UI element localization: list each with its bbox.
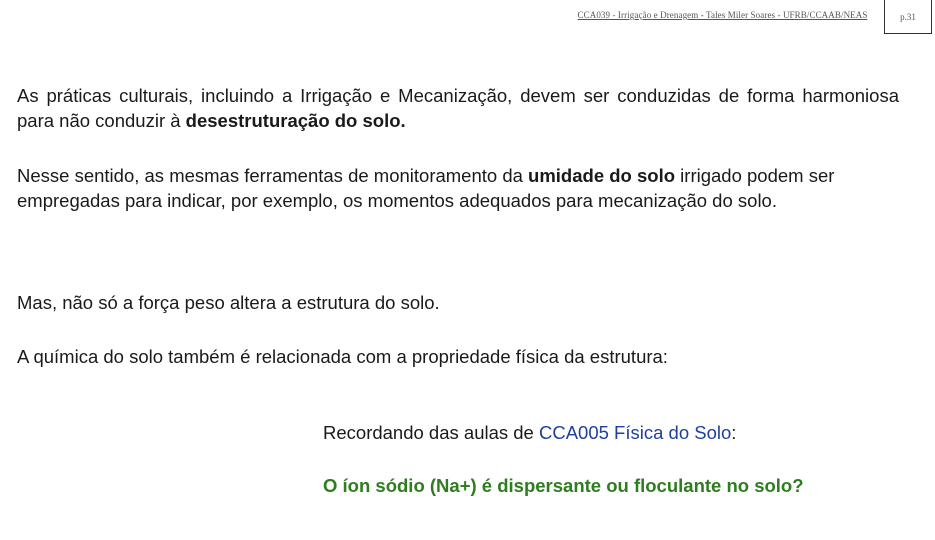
paragraph-recall — [323, 420, 883, 445]
page-number: p.31 — [884, 0, 932, 34]
sodium-question: O íon sódio (Na+) é dispersante ou floculante no solo? — [323, 475, 804, 496]
paragraph-monitoring — [17, 163, 899, 213]
paragraph-recall-colon: : — [731, 422, 737, 443]
paragraph-recall-text: Recordando das aulas de — [323, 422, 539, 443]
paragraph-monitoring-text-end: irrigado podem ser empregadas para indicar, por exemplo, os momentos adequados para mecanização do solo. — [17, 165, 835, 211]
paragraph-practices-emphasis: desestruturação do solo. — [185, 110, 406, 131]
slide-header: CCA039 - Irrigação e Drenagem - Tales Miler Soares - UFRB/CCAAB/NEAS — [577, 10, 868, 20]
course-reference: CCA005 Física do Solo — [538, 422, 732, 443]
paragraph-weight-force: Mas, não só a força peso altera a estrutura do solo. — [17, 292, 440, 313]
paragraph-monitoring-emphasis: umidade do solo — [528, 165, 676, 186]
paragraph-monitoring-text-start: Nesse sentido, as mesmas ferramentas de monitoramento da — [17, 165, 529, 186]
paragraph-practices — [17, 83, 899, 133]
paragraph-practices-text: As práticas culturais, incluindo a Irrigação e Mecanização, devem ser conduzidas de forma harmoniosa para não conduzir à — [17, 85, 899, 131]
paragraph-soil-chemistry: A química do solo também é relacionada com a propriedade física da estrutura: — [17, 346, 668, 367]
